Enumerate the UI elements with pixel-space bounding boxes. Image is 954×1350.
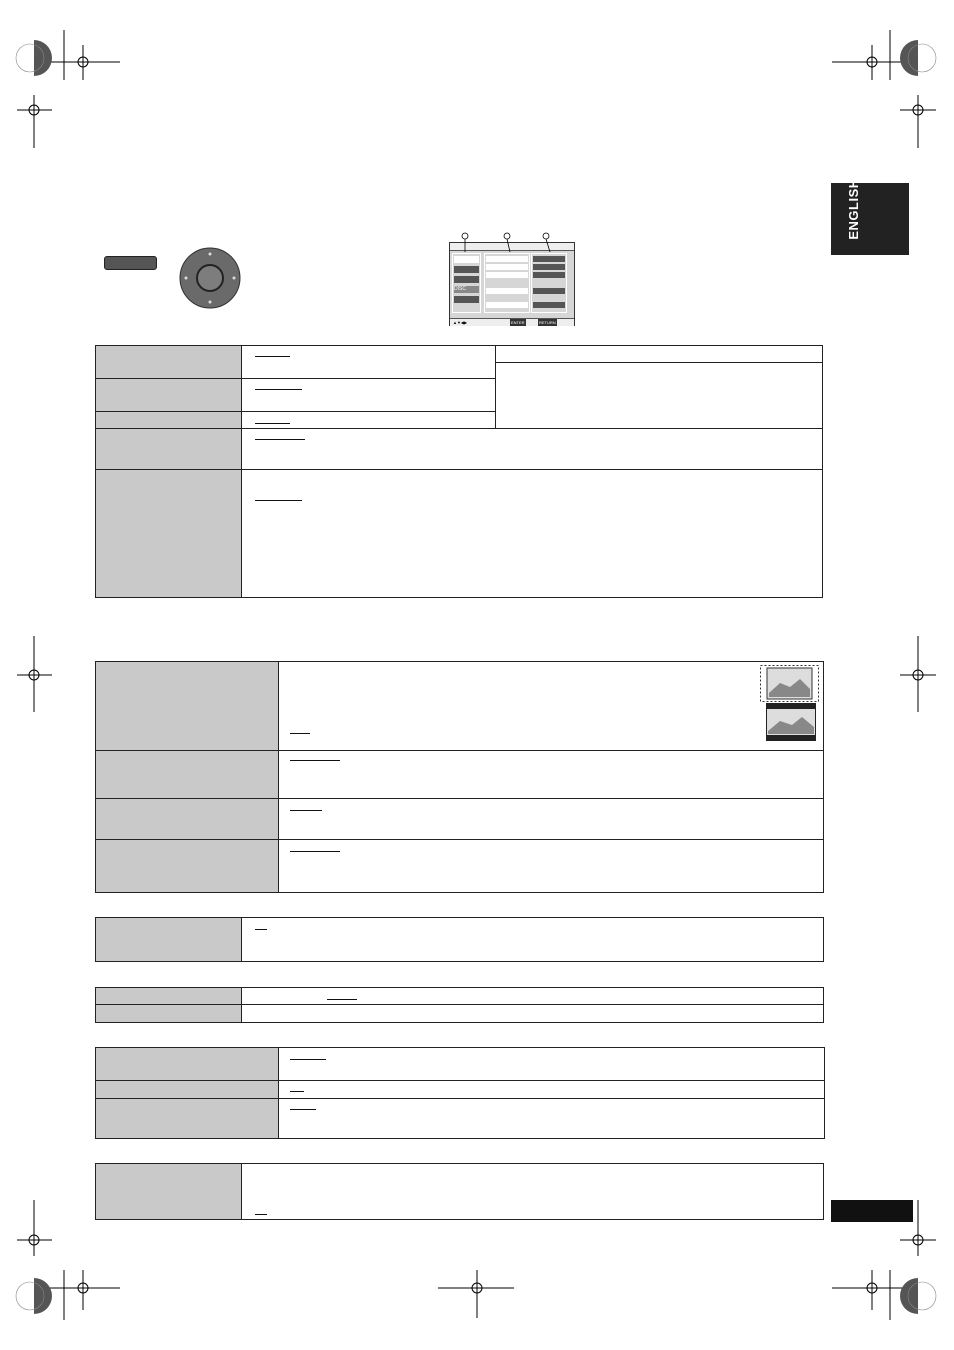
table-display bbox=[95, 987, 824, 1023]
header-cell bbox=[96, 988, 242, 1022]
menu-tabs-column bbox=[452, 253, 481, 313]
header-cell bbox=[96, 346, 242, 597]
footer-nav: ▲▼◀▶ bbox=[453, 320, 468, 325]
table-video bbox=[95, 661, 824, 893]
callout-lines bbox=[455, 230, 565, 260]
language-tab-label: ENGLISH bbox=[846, 178, 861, 240]
table-hdmi bbox=[95, 1047, 825, 1139]
menu-values-column bbox=[531, 253, 567, 313]
setup-button[interactable] bbox=[104, 256, 157, 270]
aspect-letterbox-image bbox=[760, 665, 820, 703]
table-others bbox=[95, 1163, 824, 1220]
table-disc bbox=[95, 345, 823, 598]
header-cell bbox=[96, 918, 242, 961]
aspect-panscan-image bbox=[766, 703, 816, 741]
language-tab bbox=[831, 178, 909, 255]
table-audio bbox=[95, 917, 824, 962]
header-cell bbox=[96, 1164, 242, 1219]
footer-return: RETURN bbox=[539, 320, 556, 325]
menu-tab-disc: DISC bbox=[454, 286, 479, 293]
page-number-box bbox=[831, 1200, 913, 1222]
cursor-pad-icon[interactable] bbox=[178, 246, 242, 310]
menu-items-column bbox=[484, 253, 530, 313]
footer-enter: ENTER bbox=[511, 320, 525, 325]
header-cell bbox=[96, 662, 279, 892]
header-cell bbox=[96, 1048, 279, 1138]
menu-footer bbox=[450, 318, 574, 326]
